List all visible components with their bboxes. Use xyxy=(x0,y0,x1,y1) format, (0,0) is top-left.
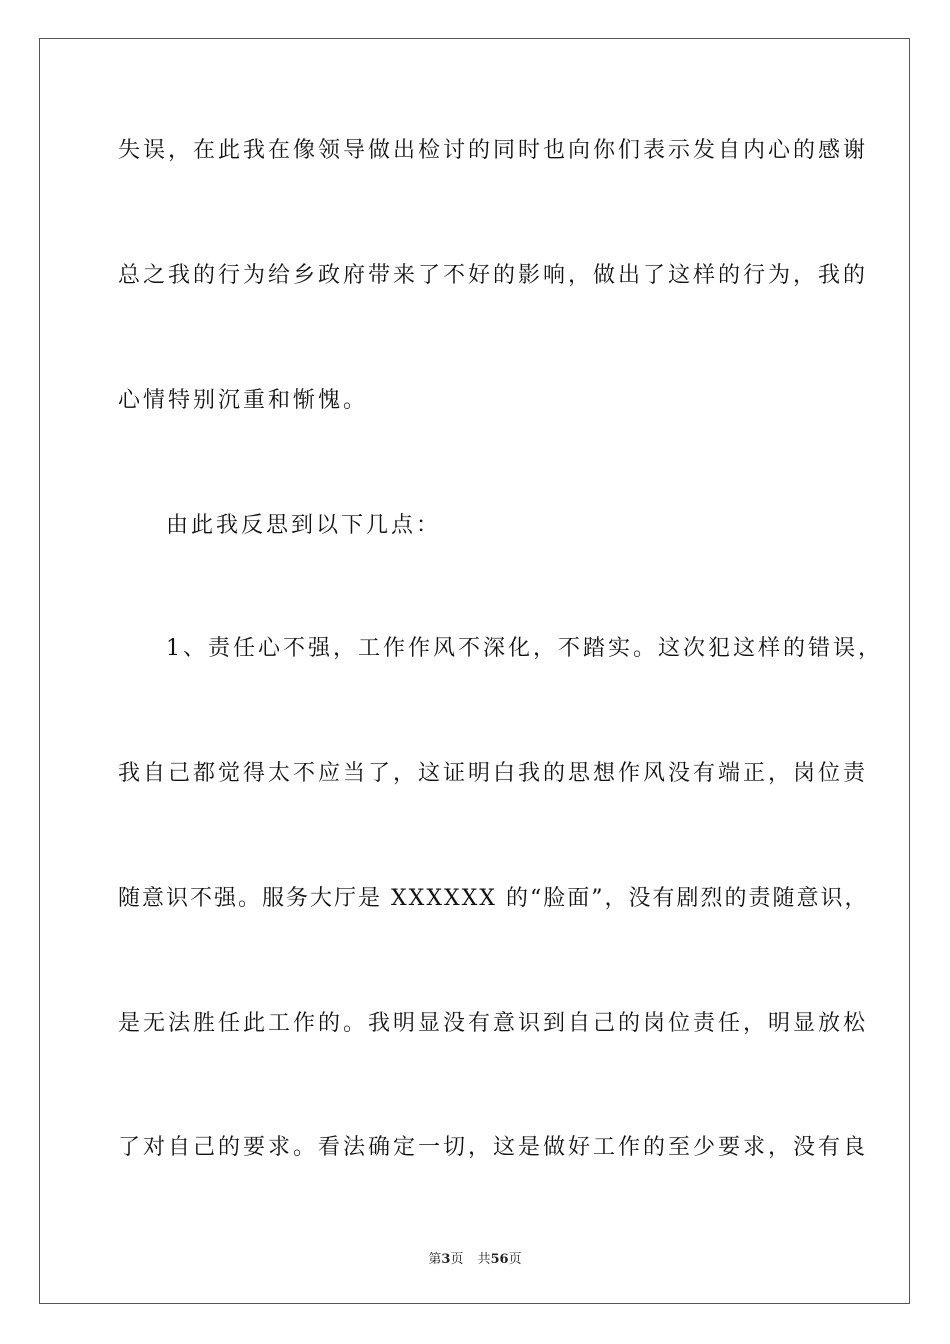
current-page-number: 3 xyxy=(441,1252,451,1267)
body-text-line: 随意识不强。服务大厅是 XXXXXX 的“脸面”，没有剧烈的责随意识， xyxy=(118,886,869,911)
page-footer xyxy=(0,1248,950,1267)
body-text-line: 是无法胜任此工作的。我明显没有意识到自己的岗位责任，明显放松 xyxy=(118,1011,869,1036)
body-text-line: 了对自己的要求。看法确定一切，这是做好工作的至少要求，没有良 xyxy=(118,1135,869,1160)
section-intro-line: 由此我反思到以下几点： xyxy=(166,513,442,538)
total-label-suffix: 页 xyxy=(508,1252,522,1267)
total-label-prefix: 共 xyxy=(477,1252,491,1267)
page-label-suffix: 页 xyxy=(450,1252,464,1267)
list-item-1-line: 1、责任心不强，工作作风不深化，不踏实。这次犯这样的错误， xyxy=(166,636,883,661)
total-page-count: 56 xyxy=(490,1252,509,1267)
page-border xyxy=(39,38,910,1304)
body-text-line: 总之我的行为给乡政府带来了不好的影响，做出了这样的行为，我的 xyxy=(118,263,869,288)
body-text-line: 我自己都觉得太不应当了，这证明白我的思想作风没有端正，岗位责 xyxy=(118,761,869,786)
body-text-line: 心情特别沉重和惭愧。 xyxy=(118,388,369,413)
page-label-prefix: 第 xyxy=(428,1252,442,1267)
body-text-line: 失误，在此我在像领导做出检讨的同时也向你们表示发自内心的感谢 xyxy=(118,138,869,163)
